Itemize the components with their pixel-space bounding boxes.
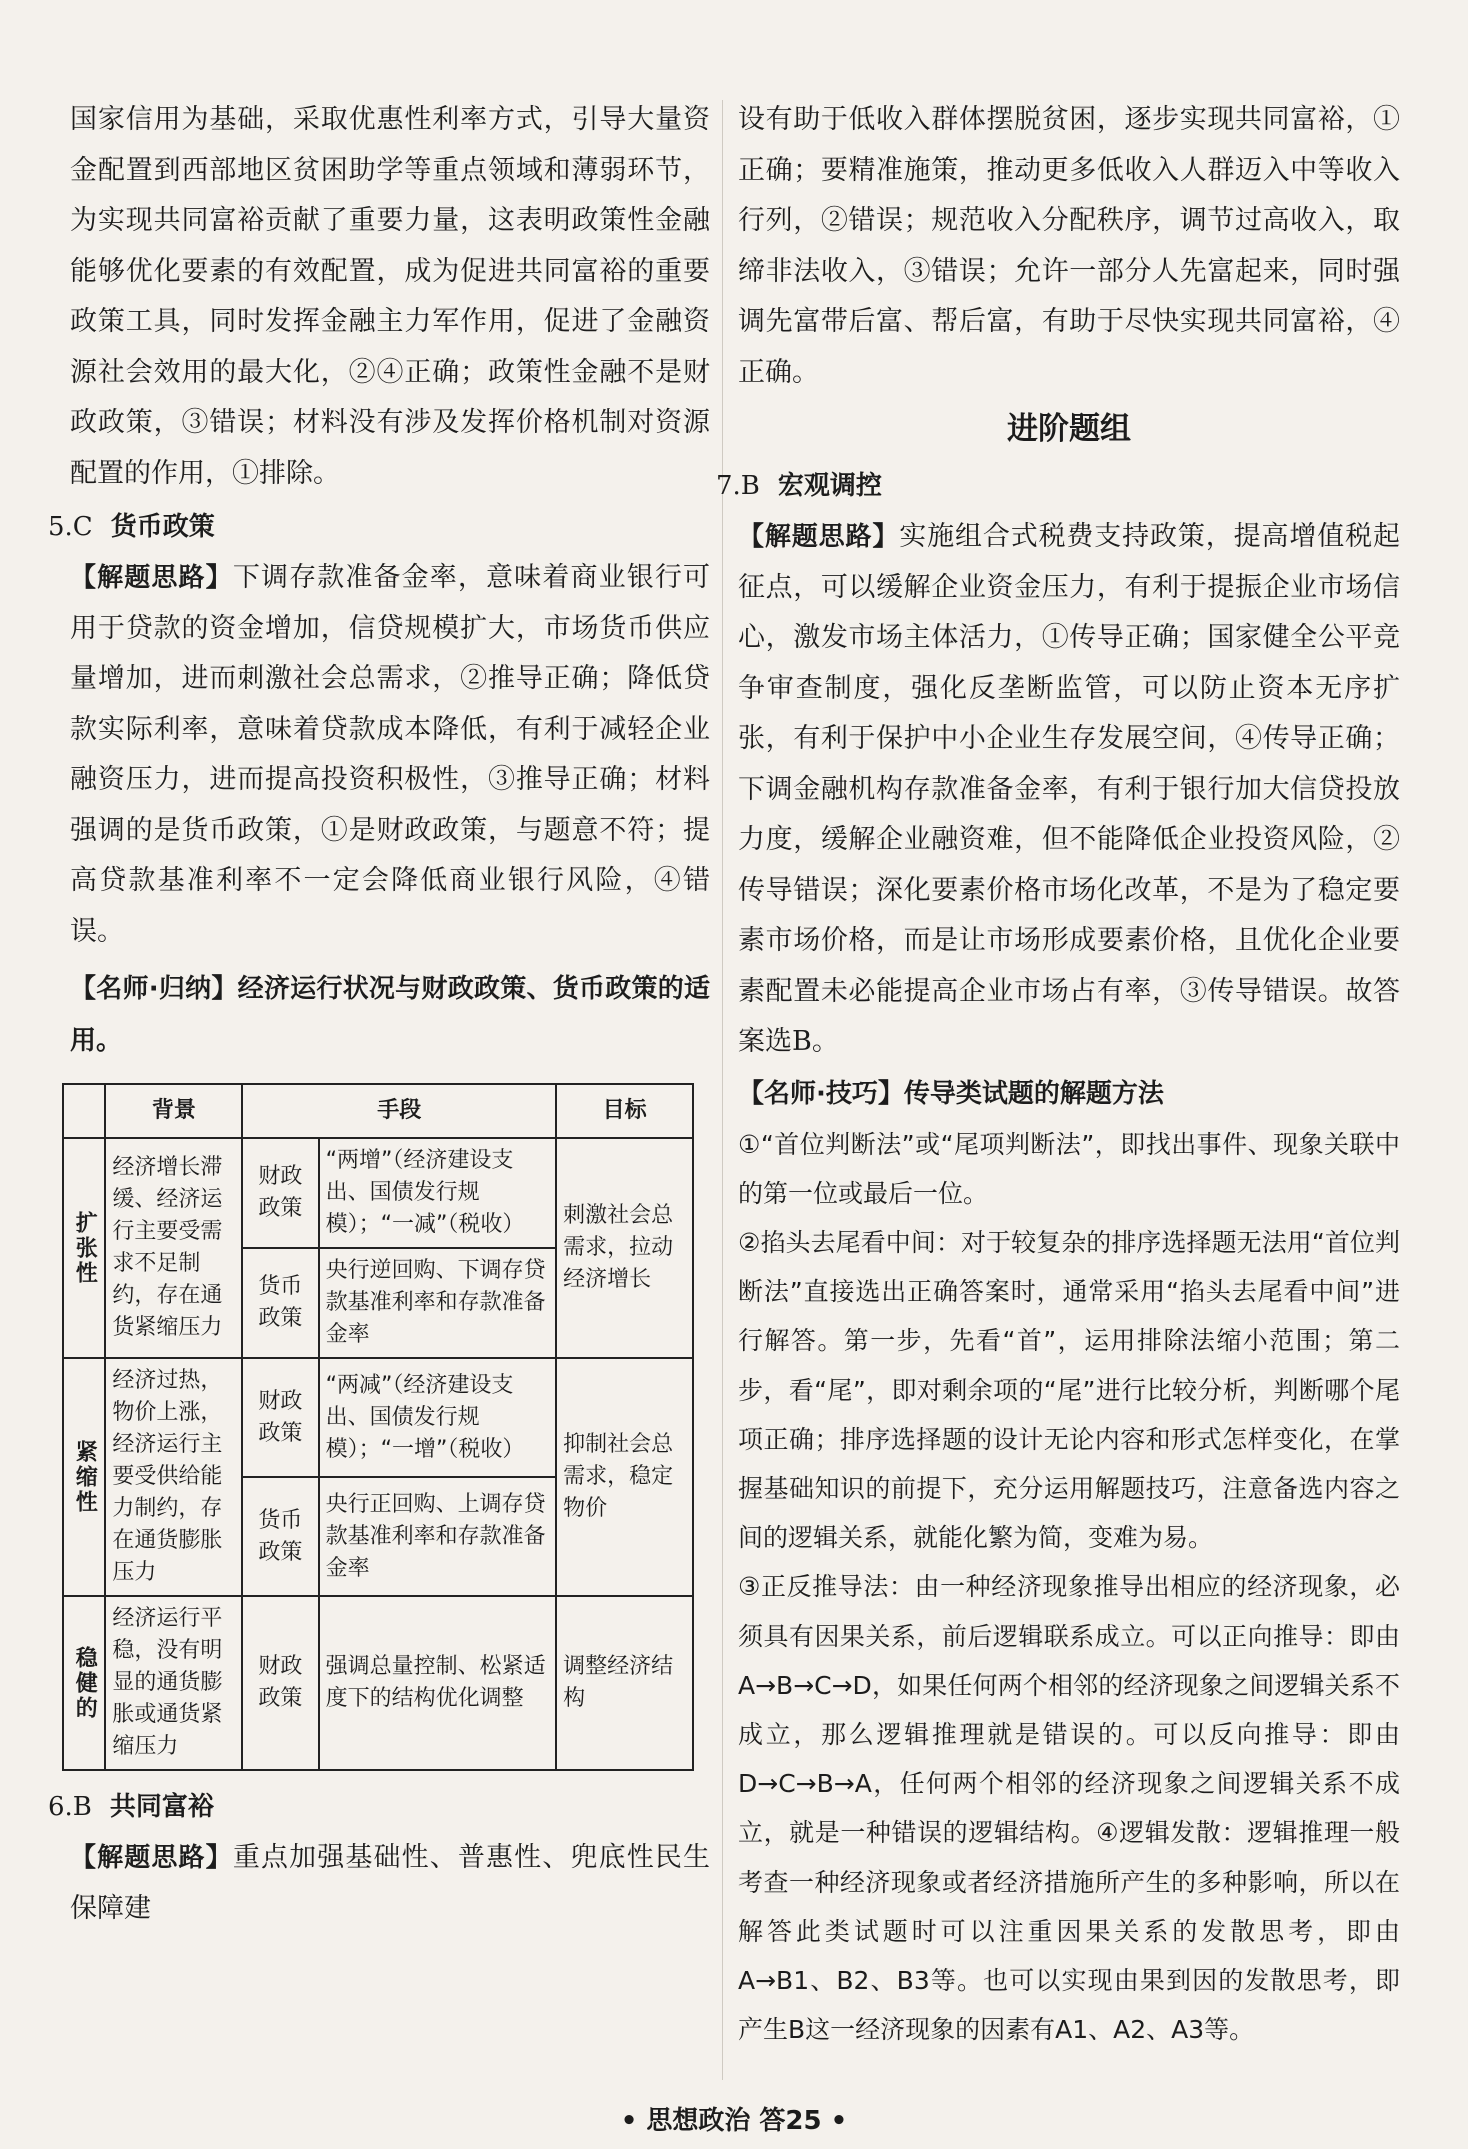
column-divider <box>722 100 723 2080</box>
q7-skill-label: 【名师·技巧】 <box>738 1078 904 1109</box>
row-fiscal-label: 财政政策 <box>242 1596 318 1770</box>
q7-skill-title: 传导类试题的解题方法 <box>903 1078 1164 1109</box>
row-category: 稳健的 <box>63 1596 105 1770</box>
policy-table <box>62 1083 694 1771</box>
row-category: 紧缩性 <box>63 1358 105 1596</box>
table-row <box>63 1596 693 1770</box>
row-goal: 刺激社会总需求，拉动经济增长 <box>556 1138 693 1358</box>
q7-skill-heading <box>738 1068 1400 1120</box>
q5-tip-label: 【解题思路】 <box>70 563 233 593</box>
q5-text: 下调存款准备金率，意味着商业银行可用于贷款的资金增加，信贷规模扩大，市场货币供应量增加，进而刺激社会总需求，②推导正确；降低贷款实际利率，意味着贷款成本降低，有利于减轻企业融资压力，进而提高投资积极性，③推导正确；材料强调的是货币政策，①是财政政策，与题意不符；提高贷款基准利率不一定会降低商业银行风险，④错误。 <box>70 562 710 947</box>
table-header-blank <box>63 1084 105 1138</box>
row-background: 经济过热，物价上涨，经济运行主要受供给能力制约，存在通货膨胀压力 <box>105 1358 242 1596</box>
skill-step: ①“首位判断法”或“尾项判断法”，即找出事件、现象关联中的第一位或最后一位。 <box>738 1129 1400 1208</box>
q7-answer: 7.B <box>716 471 760 501</box>
q7-topic: 宏观调控 <box>777 471 882 501</box>
skill-step: ③正反推导法：由一种经济现象推导出相应的经济现象，必须具有因果关系，前后逻辑联系成立。可以正向推导：即由A→B→C→D，如果任何两个相邻的经济现象之间逻辑关系不成立，那么逻辑推理就是错误的。可以反向推导：即由D→C→B→A，任何两个相邻的经济现象之间逻辑关系不成立，就是一种错误的逻辑结构。④逻辑发散：逻辑推理一般考查一种经济现象或者经济措施所产生的多种影响，所以在解答此类试题时可以注重因果关系的发散思考，即由A→B1、B2、B3等。也可以实现由果到因的发散思考，即产生B这一经济现象的因素有A1、A2、A3等。 <box>738 1572 1400 2045</box>
row-monetary-label: 货币政策 <box>242 1477 318 1596</box>
table-row <box>63 1138 693 1248</box>
q7-tip-label: 【解题思路】 <box>738 522 900 552</box>
q5-summary-label: 【名师·归纳】 <box>70 974 238 1004</box>
page-footer: • 思想政治 答25 • <box>620 2106 848 2136</box>
q5-explanation <box>70 553 710 957</box>
row-goal: 抑制社会总需求，稳定物价 <box>556 1358 693 1596</box>
table-header-row <box>63 1084 693 1138</box>
row-fiscal-label: 财政政策 <box>242 1358 318 1477</box>
row-fiscal-label: 财政政策 <box>242 1138 318 1248</box>
q6-answer-line <box>48 1781 710 1833</box>
row-monetary-means: 央行逆回购、下调存贷款基准利率和存款准备金率 <box>319 1248 557 1358</box>
q7-answer-line <box>716 460 1400 512</box>
q5-topic: 货币政策 <box>110 512 215 542</box>
row-fiscal-means: 强调总量控制、松紧适度下的结构优化调整 <box>319 1596 557 1770</box>
q6-topic: 共同富裕 <box>109 1792 214 1822</box>
row-monetary-label: 货币政策 <box>242 1248 318 1358</box>
row-background: 经济运行平稳，没有明显的通货膨胀或通货紧缩压力 <box>105 1596 242 1770</box>
q7-text: 实施组合式税费支持政策，提高增值税起征点，可以缓解企业资金压力，有利于提振企业市场信心，激发市场主体活力，①传导正确；国家健全公平竞争审查制度，强化反垄断监管，可以防止资本无序扩张，有利于保护中小企业生存发展空间，④传导正确；下调金融机构存款准备金率，有利于银行加大信贷投放力度，缓解企业融资难，但不能降低企业投资风险，②传导错误；深化要素价格市场化改革，不是为了稳定要素市场价格，而是让市场形成要素价格，且优化企业要素配置未必能提高企业市场占有率，③传导错误。故答案选B。 <box>738 521 1400 1057</box>
row-category: 扩张性 <box>63 1138 105 1358</box>
row-goal: 调整经济结构 <box>556 1596 693 1770</box>
q6-explanation-start <box>70 1833 710 1934</box>
table-header-background: 背景 <box>105 1084 242 1138</box>
q5-answer: 5.C <box>48 512 93 542</box>
right-column <box>716 95 1400 2054</box>
q6-text: 重点加强基础性、普惠性、兜底性民生保障建 <box>70 1842 710 1924</box>
left-column <box>48 95 710 1934</box>
row-background: 经济增长滞缓、经济运行主要受需求不足制约，存在通货紧缩压力 <box>105 1138 242 1358</box>
skill-step: ②掐头去尾看中间：对于较复杂的排序选择题无法用“首位判断法”直接选出正确答案时，通常采用“掐头去尾看中间”进行解答。第一步，先看“首”，运用排除法缩小范围；第二步，看“尾”，即对剩余项的“尾”进行比较分析，判断哪个尾项正确；排序选择题的设计无论内容和形式怎样变化，在掌握基础知识的前提下，充分运用解题技巧，注意备选内容之间的逻辑关系，就能化繁为简，变难为易。 <box>738 1227 1400 1553</box>
table-header-means: 手段 <box>242 1084 556 1138</box>
q5-summary-text: 经济运行状况与财政政策、货币政策的适用。 <box>70 974 710 1056</box>
q6-tip-label: 【解题思路】 <box>70 1843 233 1873</box>
section-title: 进阶题组 <box>1007 411 1131 447</box>
table-header-goal: 目标 <box>556 1084 693 1138</box>
table-row <box>63 1358 693 1477</box>
row-fiscal-means: “两增”（经济建设支出、国债发行规模）；“一减”（税收） <box>319 1138 557 1248</box>
row-monetary-means: 央行正回购、上调存贷款基准利率和存款准备金率 <box>319 1477 557 1596</box>
q5-answer-line <box>48 501 710 553</box>
q7-explanation <box>738 512 1400 1068</box>
q6-answer: 6.B <box>48 1792 92 1822</box>
q5-summary <box>70 963 710 1067</box>
q6-explanation-cont: 设有助于低收入群体摆脱贫困，逐步实现共同富裕，①正确；要精准施策，推动更多低收入人群迈入中等收入行列，②错误；规范收入分配秩序，调节过高收入，取缔非法收入，③错误；允许一部分人先富起来，同时强调先富带后富、帮后富，有助于尽快实现共同富裕，④正确。 <box>738 104 1400 388</box>
row-fiscal-means: “两减”（经济建设支出、国债发行规模）；“一增”（税收） <box>319 1358 557 1477</box>
q4-explanation-tail: 国家信用为基础，采取优惠性利率方式，引导大量资金配置到西部地区贫困助学等重点领域和薄弱环节，为实现共同富裕贡献了重要力量，这表明政策性金融能够优化要素的有效配置，成为促进共同富裕的重要政策工具，同时发挥金融主力军作用，促进了金融资源社会效用的最大化，②④正确；政策性金融不是财政政策，③错误；材料没有涉及发挥价格机制对资源配置的作用，①排除。 <box>70 104 710 489</box>
